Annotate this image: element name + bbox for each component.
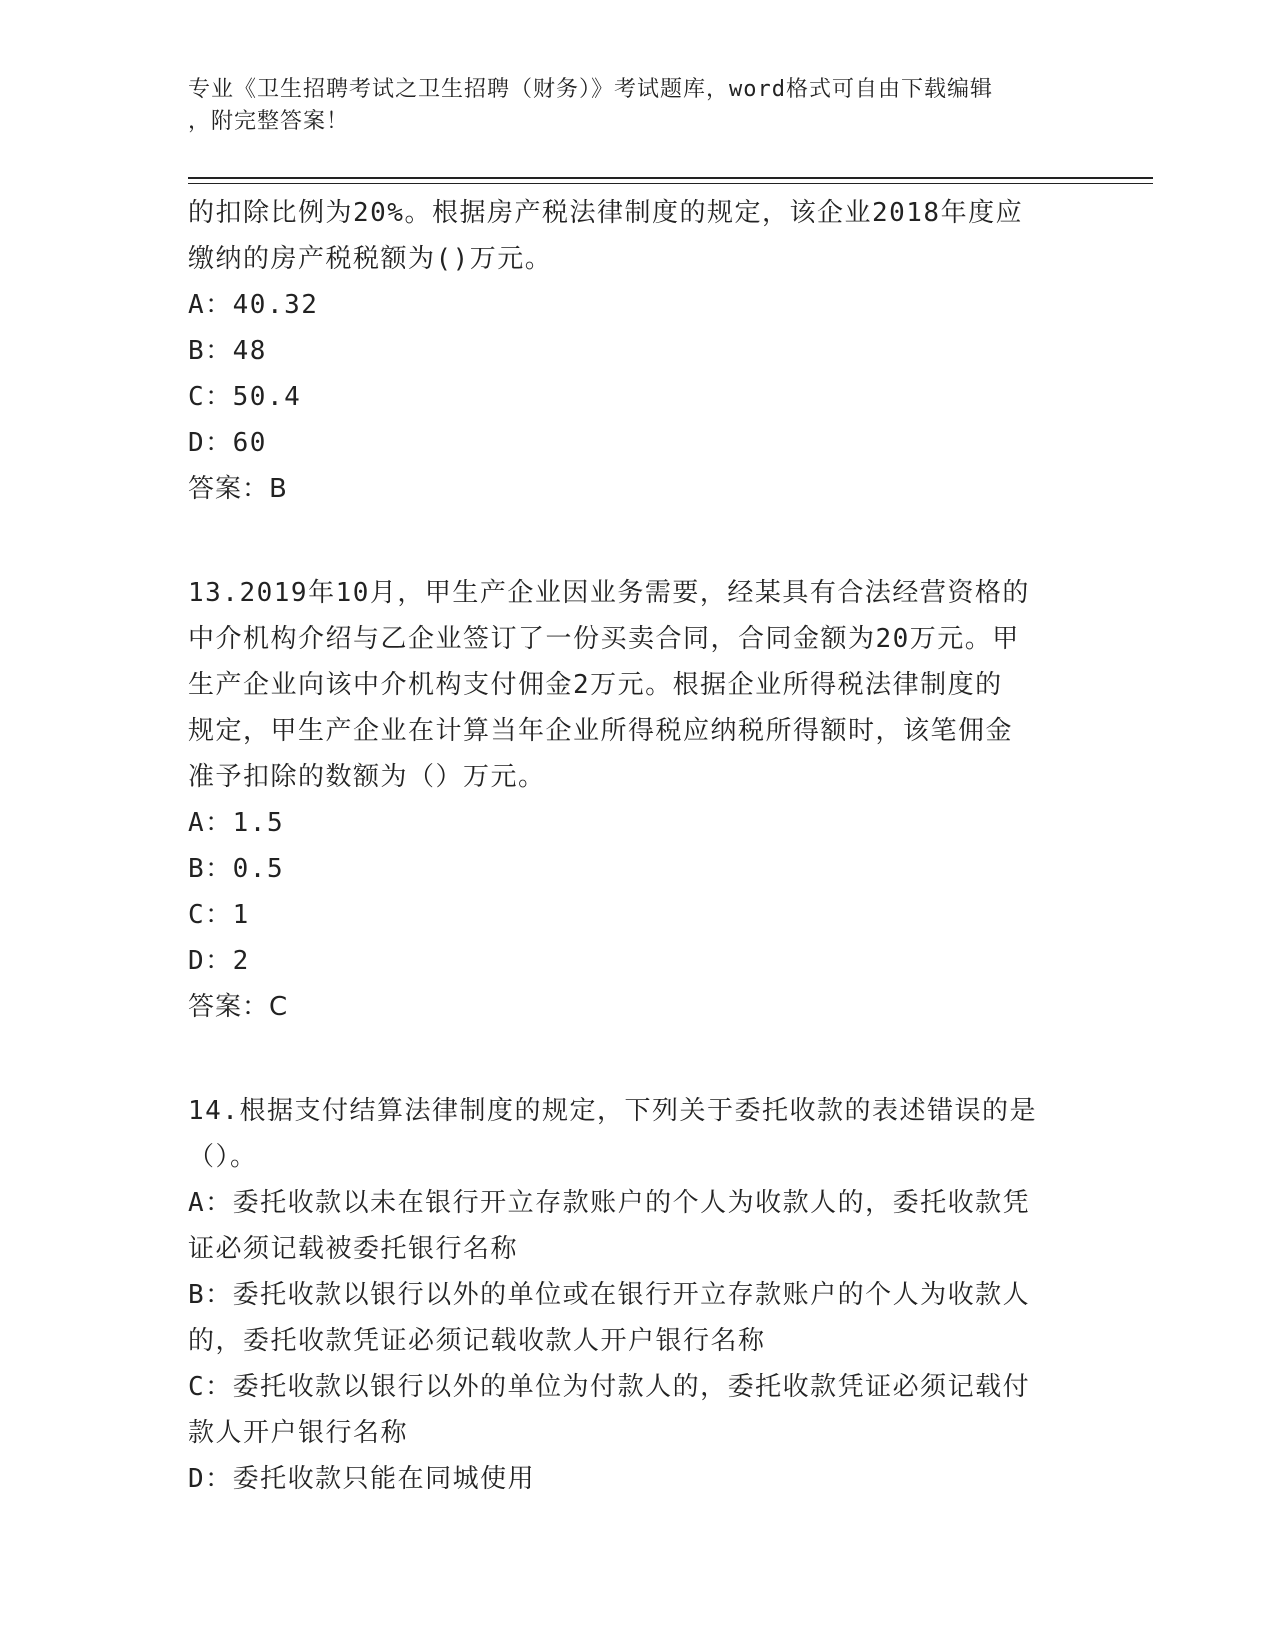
- question-stem-line: 缴纳的房产税税额为()万元。: [188, 244, 553, 274]
- option-b: B：48: [188, 336, 267, 366]
- header-rule-thin: [188, 183, 1153, 184]
- option-b: B：0.5: [188, 854, 285, 884]
- question-14: [188, 1088, 1088, 1502]
- option-d: D：2: [188, 946, 250, 976]
- option-a: A：委托收款以未在银行开立存款账户的个人为收款人的，委托收款凭: [188, 1188, 1031, 1218]
- answer-label: 答案：B: [188, 474, 288, 504]
- option-d: D：60: [188, 428, 267, 458]
- option-c: C：1: [188, 900, 250, 930]
- header-line-1: 专业《卫生招聘考试之卫生招聘（财务）》考试题库，word格式可自由下载编辑: [188, 77, 993, 102]
- question-stem-line: 13.2019年10月，甲生产企业因业务需要，经某具有合法经营资格的: [188, 578, 1030, 608]
- answer-label: 答案：C: [188, 992, 289, 1022]
- question-stem-line: 的扣除比例为20%。根据房产税法律制度的规定，该企业2018年度应: [188, 198, 1024, 228]
- question-spacer: [188, 1030, 1088, 1088]
- question-stem-line: 中介机构介绍与乙企业签订了一份买卖合同，合同金额为20万元。甲: [188, 624, 1020, 654]
- question-content: [188, 190, 1088, 1502]
- page-header: [188, 74, 1068, 138]
- option-c: C：50.4: [188, 382, 302, 412]
- option-b: B：委托收款以银行以外的单位或在银行开立存款账户的个人为收款人: [188, 1280, 1031, 1310]
- question-stem-line: 14.根据支付结算法律制度的规定，下列关于委托收款的表述错误的是: [188, 1096, 1037, 1126]
- question-stem-line: 规定，甲生产企业在计算当年企业所得税应纳税所得额时，该笔佣金: [188, 716, 1014, 746]
- option-c-continued: 款人开户银行名称: [188, 1418, 409, 1448]
- option-a: A：40.32: [188, 290, 319, 320]
- option-c: C：委托收款以银行以外的单位为付款人的，委托收款凭证必须记载付: [188, 1372, 1031, 1402]
- question-13: [188, 570, 1088, 1030]
- header-line-2: ，附完整答案！: [188, 109, 350, 134]
- question-stem-line: 生产企业向该中介机构支付佣金2万元。根据企业所得税法律制度的: [188, 670, 1003, 700]
- option-a: A：1.5: [188, 808, 285, 838]
- question-spacer: [188, 512, 1088, 570]
- question-stem-line: （）。: [188, 1142, 258, 1172]
- question-stem-line: 准予扣除的数额为（）万元。: [188, 762, 546, 792]
- header-rule-thick: [188, 177, 1153, 179]
- question-12: [188, 190, 1088, 512]
- option-d: D：委托收款只能在同城使用: [188, 1464, 536, 1494]
- option-a-continued: 证必须记载被委托银行名称: [188, 1234, 519, 1264]
- option-b-continued: 的，委托收款凭证必须记载收款人开户银行名称: [188, 1326, 766, 1356]
